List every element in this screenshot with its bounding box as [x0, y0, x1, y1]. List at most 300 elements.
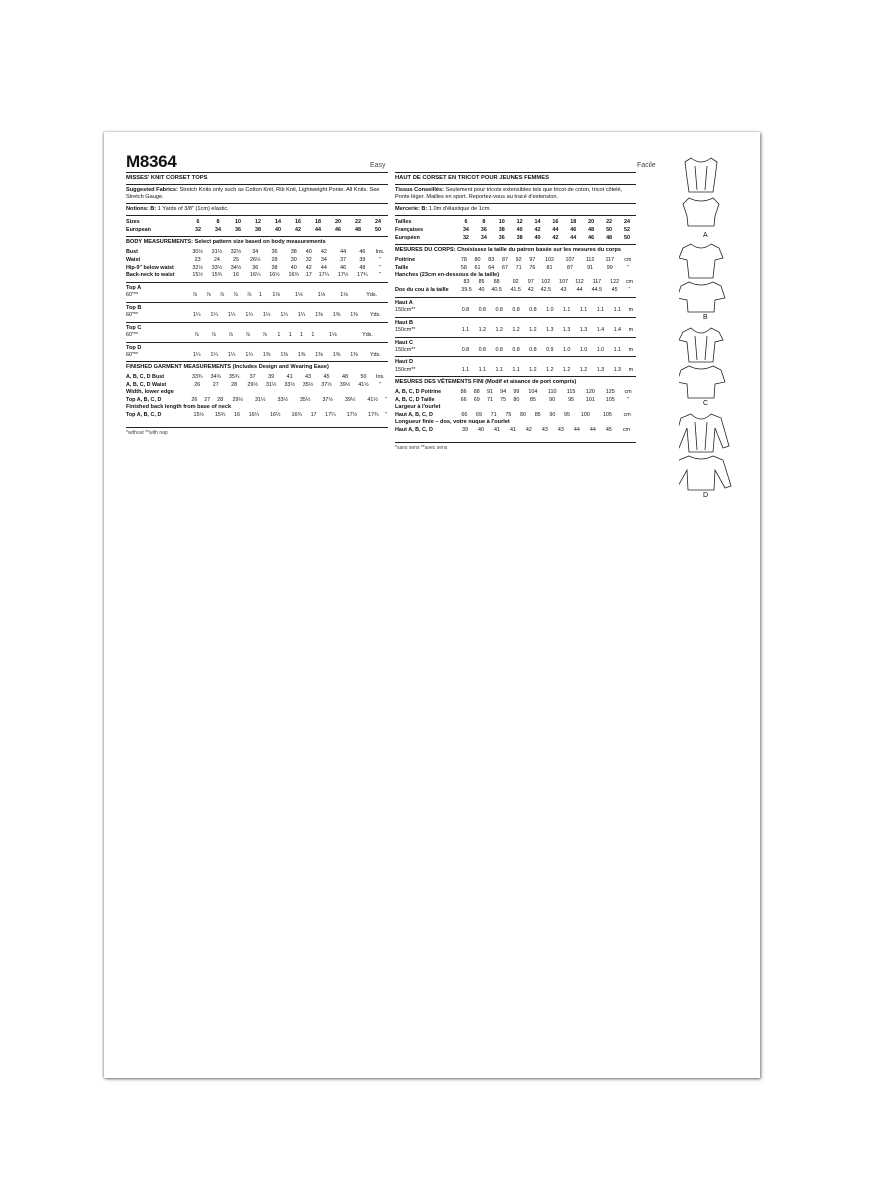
table-cell: 76	[529, 264, 536, 271]
table-cell: 33½	[211, 264, 223, 271]
table-cell: 107	[558, 279, 568, 286]
unit-cell: "	[627, 396, 630, 403]
table-cell: 1⅛	[340, 292, 348, 299]
table-row	[395, 426, 636, 434]
notions-label: Notions: B:	[126, 206, 157, 213]
table-cell: 43	[560, 287, 567, 294]
table-row	[395, 388, 636, 396]
table-cell: 16¼	[250, 272, 261, 279]
fabrics-paragraph	[126, 187, 388, 201]
table-cell: ⅞	[233, 292, 238, 299]
table-cell: 48	[606, 234, 613, 241]
row-label: A, B, C, D Waist	[126, 382, 167, 388]
table-cell: 45	[323, 374, 330, 381]
table-row	[126, 256, 388, 264]
table-cell: 39.5	[461, 287, 472, 294]
table-cell: 8	[482, 218, 486, 225]
table-cell: 34	[320, 256, 327, 263]
table-cell: 0.8	[495, 347, 503, 354]
table-cell: 1.3	[579, 327, 588, 334]
footnote-fr: *sans sens **avec sens	[395, 445, 448, 452]
table-cell: 16¾	[288, 272, 299, 279]
table-cell: 1⅛	[329, 332, 337, 339]
table-cell: 39½	[344, 396, 356, 403]
row-label: 60"**	[126, 332, 139, 339]
unit-cell: Yds.	[369, 312, 381, 319]
unit-cell: "	[379, 382, 382, 388]
unit-cell: "	[628, 287, 631, 294]
table-cell: ⅞	[245, 332, 250, 339]
table-cell: 105	[602, 411, 612, 418]
mesures-corps-heading	[395, 247, 636, 254]
table-cell: 32½	[230, 248, 242, 255]
tissus-text: Seulement pour tricots extensibles tels que tricot de coton, tricot côtelé, Ponte léger. Mailles en sport. Reportez-vous au tracé d'extension.	[395, 187, 623, 201]
table-cell: 38	[271, 264, 278, 271]
table-cell: 78	[460, 256, 467, 263]
row-label: 150cm**	[395, 327, 416, 334]
unit-cell: m	[628, 347, 634, 354]
table-cell: 33½	[277, 396, 288, 403]
row-label: Sizes	[126, 218, 140, 225]
table-cell: 1.0	[596, 347, 605, 354]
table-cell: 32½	[192, 264, 203, 271]
table-cell: 20	[335, 218, 341, 225]
hanches-label: Hanches (23cm en-dessous de la taille)	[395, 271, 500, 278]
unit-cell: cm	[622, 426, 631, 433]
table-cell: 35½	[302, 382, 314, 388]
table-cell: 75	[500, 396, 507, 403]
table-cell: 50	[360, 374, 367, 381]
table-cell: 35½	[299, 396, 311, 403]
row-label: Haut A, B, C, D	[395, 426, 433, 433]
table-cell: 1.2	[579, 367, 588, 374]
finished-measurements-heading: FINISHED GARMENT MEASUREMENTS (Includes Design and Wearing Ease)	[126, 364, 329, 371]
table-cell: 1¼	[245, 312, 253, 319]
haut-heading: Haut B	[395, 319, 414, 326]
table-cell: 71	[490, 411, 497, 418]
table-cell: 83	[463, 279, 470, 286]
table-row	[126, 272, 388, 280]
table-cell: 37	[340, 256, 347, 263]
table-cell: 1¼	[280, 312, 288, 319]
table-cell: 36	[235, 226, 241, 233]
table-cell: 12	[516, 218, 523, 225]
difficulty-level-en: Easy	[370, 162, 386, 169]
table-cell: 1⅜	[315, 352, 323, 359]
table-cell: 94	[500, 388, 507, 395]
table-cell: 69	[476, 411, 482, 418]
unit-cell: cm	[624, 388, 632, 395]
table-cell: 16	[295, 218, 301, 225]
body-title: BODY MEASUREMENTS:	[126, 239, 194, 246]
table-cell: 32	[305, 256, 312, 263]
table-cell: 31½	[265, 382, 277, 388]
haut-heading: Haut C	[395, 339, 414, 346]
table-cell: 107	[565, 256, 575, 263]
table-cell: 39½	[339, 382, 351, 388]
table-cell: 17¼	[325, 411, 336, 418]
table-cell: 26	[191, 396, 198, 403]
notions-paragraph	[126, 206, 388, 213]
table-cell: 40	[290, 264, 297, 271]
row-label: Bust	[126, 248, 138, 255]
table-cell: 43	[305, 374, 312, 381]
table-cell: 66	[461, 411, 468, 418]
table-cell: 1.1	[613, 347, 622, 354]
table-cell: 48	[355, 226, 361, 233]
table-cell: 17	[310, 411, 317, 418]
unit-cell: "	[379, 264, 381, 271]
row-label: Taille	[395, 264, 409, 271]
row-label: Poitrine	[395, 256, 416, 263]
table-cell: 34	[252, 248, 259, 255]
table-cell: 38	[498, 226, 505, 233]
table-cell: 90	[549, 411, 556, 418]
table-cell: 10	[498, 218, 505, 225]
table-cell: 80	[474, 256, 481, 263]
table-cell: 17½	[346, 411, 358, 418]
table-cell: 1.0	[546, 307, 554, 314]
table-cell: 12	[255, 218, 261, 225]
table-cell: 48	[359, 264, 366, 271]
table-cell: 43	[557, 426, 564, 433]
table-cell: 0.8	[529, 307, 537, 314]
table-cell: 1⅜	[350, 352, 358, 359]
table-cell: 36	[498, 234, 505, 241]
table-cell: 36	[271, 248, 278, 255]
table-cell: 45	[605, 426, 612, 433]
table-cell: 88	[473, 388, 480, 395]
table-row	[126, 292, 388, 300]
table-cell: 0.8	[495, 307, 503, 314]
tissus-label: Tissus Conseillés:	[395, 187, 445, 194]
table-cell: 50	[606, 226, 613, 233]
row-label: A, B, C, D Taille	[395, 396, 435, 403]
mercerie-paragraph	[395, 206, 636, 213]
unit-cell: "	[379, 256, 381, 263]
table-cell: ⅞	[211, 332, 216, 339]
table-cell: 1¼	[210, 312, 218, 319]
table-cell: 99	[606, 264, 613, 271]
table-cell: 1	[258, 292, 262, 299]
table-row	[126, 373, 388, 381]
row-label: 150cm**	[395, 307, 416, 314]
table-cell: 40	[275, 226, 281, 233]
table-cell: 0.9	[546, 347, 554, 354]
table-cell: 1⅜	[315, 312, 323, 319]
table-cell: 95	[564, 411, 571, 418]
english-column	[126, 170, 388, 436]
table-row	[395, 347, 636, 355]
table-cell: 1.0	[562, 347, 571, 354]
largeur-label: Largeur à l'ourlet	[395, 404, 441, 411]
table-cell: 42	[527, 287, 534, 294]
unit-cell: Yds.	[369, 352, 381, 359]
table-cell: 71	[515, 264, 522, 271]
table-cell: 87	[567, 264, 574, 271]
table-cell: 40	[478, 287, 485, 294]
table-cell: 110	[547, 388, 557, 395]
table-cell: 24	[213, 256, 220, 263]
row-label: 60"**	[126, 292, 139, 299]
table-cell: 25	[233, 256, 240, 263]
unit-cell: Ins.	[375, 374, 385, 381]
table-cell: 42	[552, 234, 559, 241]
table-cell: 1⅜	[262, 352, 271, 359]
table-cell: 58	[460, 264, 467, 271]
width-label: Width, lower edge	[126, 389, 174, 396]
french-column	[395, 170, 636, 451]
length-table-fr	[395, 426, 636, 434]
table-row	[126, 312, 388, 320]
table-cell: 102	[541, 279, 551, 286]
table-cell: 1¼	[227, 312, 236, 319]
table-cell: 22	[355, 218, 361, 225]
garment-sketches	[679, 156, 749, 496]
top-b-back-sketch	[679, 282, 725, 312]
table-cell: 22	[606, 218, 613, 225]
table-cell: 10	[235, 218, 241, 225]
table-cell: 36	[252, 264, 259, 271]
table-cell: 101	[585, 396, 595, 403]
table-cell: 16	[234, 411, 240, 418]
row-label: European	[126, 226, 151, 233]
table-cell: 44	[315, 226, 321, 233]
table-cell: 17	[305, 272, 312, 279]
table-cell: 100	[580, 411, 590, 418]
table-row	[126, 381, 388, 389]
table-cell: 0.8	[512, 307, 520, 314]
longueur-label: Longueur finie – dos, votre nuque à l'ourlet	[395, 419, 510, 426]
table-cell: 1.3	[562, 327, 571, 334]
table-cell: 27	[212, 382, 219, 388]
table-cell: ⅞	[194, 332, 199, 339]
yardage-table	[126, 292, 388, 300]
table-cell: 1¼	[297, 312, 306, 319]
table-cell: 80	[520, 411, 527, 418]
table-cell: 1.2	[512, 327, 520, 334]
table-cell: 6	[196, 218, 200, 225]
table-cell: 41	[493, 426, 500, 433]
table-cell: 61	[474, 264, 481, 271]
table-cell: 115	[566, 388, 576, 395]
table-cell: 42	[534, 226, 541, 233]
table-cell: 102	[544, 256, 554, 263]
table-cell: 32	[462, 234, 469, 241]
finished-table-en	[126, 373, 388, 389]
table-cell: 1	[300, 332, 304, 339]
top-a-back-sketch	[683, 198, 719, 226]
table-cell: 66	[460, 396, 467, 403]
row-label	[395, 279, 457, 287]
table-cell: 42.5	[540, 287, 551, 294]
metrage-table	[395, 307, 636, 315]
table-cell: 23	[194, 256, 201, 263]
table-row	[395, 396, 636, 404]
unit-cell: Ins.	[375, 248, 385, 255]
width-table-fr	[395, 411, 636, 419]
table-cell: 1¼	[227, 352, 236, 359]
table-row	[126, 218, 388, 226]
table-cell: 81	[546, 264, 553, 271]
hanches-table-fr	[395, 279, 636, 295]
table-cell: 1¼	[262, 312, 271, 319]
table-cell: 1¼	[192, 352, 201, 359]
table-cell: 112	[575, 279, 584, 286]
table-cell: 36	[480, 226, 487, 233]
table-cell: 14	[534, 218, 541, 225]
top-b-front-sketch	[679, 244, 723, 278]
table-cell: 86	[460, 388, 467, 395]
table-cell: 29½	[247, 382, 258, 388]
row-label: 60"**	[126, 312, 139, 319]
table-cell: 1.2	[478, 327, 487, 334]
table-row	[395, 256, 636, 264]
table-cell: 30½	[192, 248, 203, 255]
table-cell: 39	[359, 256, 366, 263]
table-cell: 34	[462, 226, 469, 233]
table-cell: 95	[568, 396, 575, 403]
table-cell: 80	[513, 396, 520, 403]
table-cell: 1.1	[596, 307, 605, 314]
table-cell: 38	[516, 234, 523, 241]
table-cell: 48	[588, 226, 595, 233]
view-label-c: C	[703, 400, 709, 407]
table-cell: 16¾	[291, 411, 302, 418]
table-cell: 16	[552, 218, 559, 225]
table-cell: 16	[233, 272, 240, 279]
table-cell: 1.4	[596, 327, 605, 334]
table-cell: 40	[477, 426, 484, 433]
table-cell: 1.1	[478, 367, 487, 374]
table-row	[126, 352, 388, 360]
table-cell: 34½	[230, 264, 242, 271]
table-cell: 1⅜	[297, 352, 306, 359]
table-cell: 1.3	[596, 367, 605, 374]
table-cell: 1.1	[461, 367, 470, 374]
table-cell: 64	[488, 264, 495, 271]
table-cell: 0.8	[478, 347, 487, 354]
table-cell: 1⅛	[317, 292, 326, 299]
table-cell: 97	[527, 279, 534, 286]
table-cell: 44	[570, 234, 577, 241]
top-d-back-sketch	[679, 456, 731, 490]
table-cell: 1⅜	[350, 312, 358, 319]
row-label: Hip-9" below waist	[126, 264, 174, 271]
table-cell: 37	[249, 374, 256, 381]
unit-cell: "	[626, 264, 629, 271]
table-cell: ⅞	[192, 292, 198, 299]
table-cell: 50	[623, 234, 630, 241]
unit-cell: m	[628, 367, 634, 374]
table-cell: 18	[570, 218, 577, 225]
unit-cell: cm	[624, 256, 632, 263]
view-label-d: D	[703, 492, 709, 499]
table-cell: 41	[286, 374, 293, 381]
unit-cell: cm	[623, 411, 631, 418]
table-cell: 39	[268, 374, 275, 381]
table-cell: 44	[576, 287, 583, 294]
table-row	[126, 226, 388, 234]
table-cell: 1.2	[546, 367, 554, 374]
table-cell: 37½	[321, 382, 332, 388]
haut-heading: Haut D	[395, 359, 414, 366]
table-cell: 1.1	[562, 307, 571, 314]
table-cell: 91	[587, 264, 594, 271]
table-cell: 17¾	[368, 411, 379, 418]
table-cell: 85	[478, 279, 485, 286]
table-cell: 97	[529, 256, 536, 263]
row-label: A, B, C, D Poitrine	[395, 388, 442, 395]
yardage-table	[126, 312, 388, 320]
metrage-table	[395, 327, 636, 335]
table-cell: 104	[528, 388, 538, 395]
view-thumbnails	[679, 156, 749, 501]
table-row	[395, 264, 636, 272]
table-cell: 33¾	[191, 374, 203, 381]
mercerie-text: 1.0m d'élastique de 1cm.	[428, 206, 491, 213]
table-cell: 52	[623, 226, 630, 233]
table-cell: 16¼	[248, 411, 260, 418]
metrage-section-fr	[395, 300, 636, 378]
french-title: HAUT DE CORSET EN TRICOT POUR JEUNES FEMMES	[395, 175, 549, 181]
table-cell: 27	[204, 396, 211, 403]
table-row	[395, 327, 636, 335]
table-cell: 26½	[250, 256, 261, 263]
pattern-code: M8364	[126, 152, 177, 171]
table-cell: 42	[305, 264, 312, 271]
table-cell: 1.1	[613, 307, 622, 314]
table-cell: 44	[573, 426, 580, 433]
mesures-title: MESURES DU CORPS:	[395, 247, 456, 253]
top-heading: Top B	[126, 304, 142, 311]
table-row	[395, 307, 636, 315]
table-cell: 17¼	[318, 272, 330, 279]
english-title: MISSES' KNIT CORSET TOPS	[126, 175, 208, 181]
table-cell: 35¾	[228, 374, 240, 381]
table-cell: 1.2	[495, 327, 503, 334]
table-cell: 41½	[358, 382, 369, 388]
unit-cell: m	[628, 327, 634, 334]
table-cell: 50	[375, 226, 381, 233]
top-d-front-sketch	[679, 414, 729, 452]
table-cell: 42	[320, 248, 327, 255]
row-label: Back-neck to waist	[126, 272, 175, 279]
table-cell: 17¾	[357, 272, 368, 279]
table-cell: 71	[486, 396, 493, 403]
table-cell: 92	[515, 256, 522, 263]
top-heading: Top A	[126, 284, 142, 291]
table-cell: 46	[588, 234, 595, 241]
mesures-subtitle: Choisissez la taille du patron basée sur les mesures du corps	[457, 247, 622, 253]
table-cell: 85	[529, 396, 536, 403]
size-table-en	[126, 218, 388, 234]
table-cell: 85	[534, 411, 541, 418]
table-cell: 16½	[270, 411, 281, 418]
table-cell: 15½	[193, 411, 204, 418]
table-cell: 18	[315, 218, 321, 225]
yardage-table	[126, 352, 388, 360]
table-cell: 75	[505, 411, 512, 418]
table-cell: 15¾	[211, 272, 223, 279]
body-measurements-table-fr	[395, 256, 636, 272]
table-cell: 0.8	[461, 347, 470, 354]
table-cell: 17½	[337, 272, 349, 279]
table-cell: 44	[552, 226, 559, 233]
table-row	[126, 411, 388, 419]
table-cell: 1⅛	[295, 292, 303, 299]
table-cell: 42	[525, 426, 532, 433]
